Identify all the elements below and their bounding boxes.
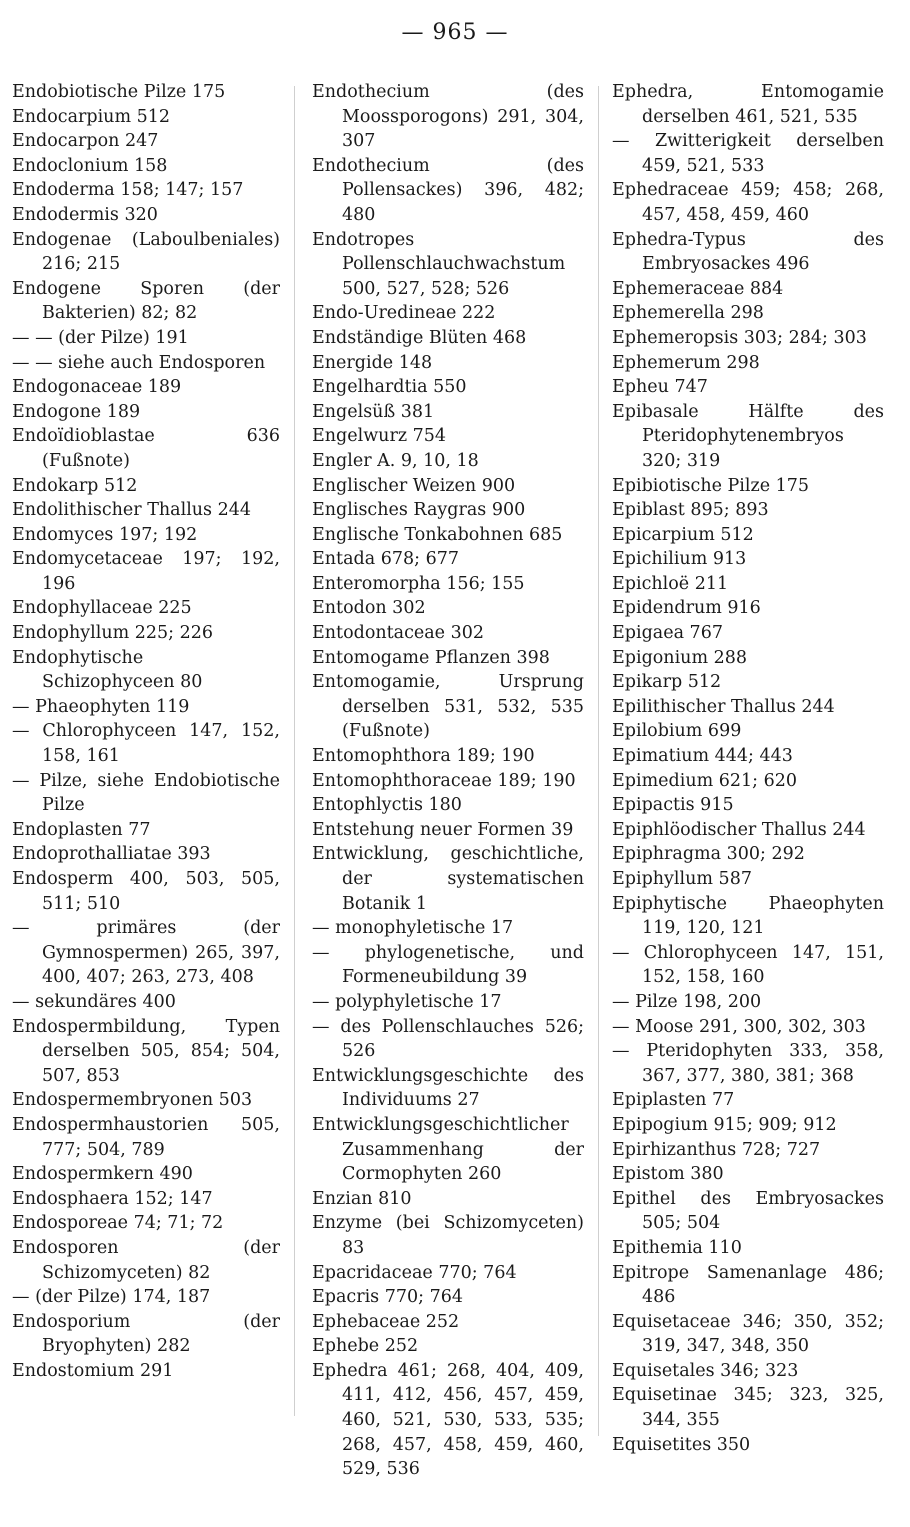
index-entry: Endokarp 512 <box>12 475 138 496</box>
index-entry: Endständige Blüten 468 <box>312 327 527 348</box>
index-column-1 <box>12 80 280 1383</box>
index-entry: Endostomium 291 <box>12 1360 174 1381</box>
index-entry: — sekundäres 400 <box>12 991 176 1012</box>
index-entry: Endomyces 197; 192 <box>12 524 198 545</box>
index-entry: Entwicklungsgeschichtlicher Zusammenhang der Cormophyten 260 <box>312 1114 584 1185</box>
index-entry: Epibasale Hälfte des Pteridophytenembryos 320; 319 <box>612 401 884 471</box>
index-entry: Equisetales 346; 323 <box>612 1360 799 1381</box>
index-entry: Endophyllum 225; 226 <box>12 623 214 644</box>
index-entry: Ephedra 461; 268, 404, 409, 411, 412, 456, 457, 459, 460, 521, 530, 533, 535; 268, 457, 458, 459, 460, 529, 536 <box>312 1360 584 1480</box>
index-entry: Engelwurz 754 <box>312 426 447 447</box>
index-entry: Epigaea 767 <box>612 623 723 644</box>
index-entry: Epitrope Samenanlage 486; 486 <box>612 1262 884 1308</box>
index-entry: Endoclonium 158 <box>12 155 168 176</box>
index-entry: Entomophthora 189; 190 <box>312 746 535 767</box>
index-entry: Engler A. 9, 10, 18 <box>312 450 479 471</box>
index-entry: Endospermhaustorien 505, 777; 504, 789 <box>12 1114 280 1160</box>
index-entry: Enzyme (bei Schizomyceten) 83 <box>312 1213 584 1258</box>
index-entry: Epistom 380 <box>612 1164 724 1185</box>
index-entry: Epiplasten 77 <box>612 1090 735 1111</box>
index-entry: Epacris 770; 764 <box>312 1287 463 1308</box>
index-entry: Epilithischer Thallus 244 <box>612 696 835 717</box>
index-entry: — — (der Pilze) 191 <box>12 327 189 348</box>
index-entry: Endosphaera 152; 147 <box>12 1188 213 1209</box>
index-entry: Endodermis 320 <box>12 204 158 225</box>
index-entry: Endosporen (der Schizomyceten) 82 <box>12 1237 280 1283</box>
column-divider <box>598 86 599 1436</box>
index-entry: Entstehung neuer Formen 39 <box>312 819 574 840</box>
index-entry: Ephedra-Typus des Embryosackes 496 <box>612 229 884 275</box>
index-entry: Englische Tonkabohnen 685 <box>312 524 563 545</box>
column-divider <box>294 86 295 1416</box>
index-entry: Entodon 302 <box>312 598 426 619</box>
index-entry: Epilobium 699 <box>612 721 742 742</box>
index-entry: Ephebaceae 252 <box>312 1311 460 1332</box>
index-entry: Endobiotische Pilze 175 <box>12 82 226 102</box>
index-entry: Endospermbildung, Typen derselben 505, 854; 504, 507, 853 <box>12 1016 280 1086</box>
index-entry: — Chlorophyceen 147, 151, 152, 158, 160 <box>612 942 884 988</box>
index-entry: Endospermkern 490 <box>12 1164 193 1185</box>
index-entry: Ephemerum 298 <box>612 352 760 373</box>
index-entry: Enteromorpha 156; 155 <box>312 573 525 594</box>
index-entry: Equisetites 350 <box>612 1434 751 1455</box>
index-entry: Epichloë 211 <box>612 573 729 594</box>
index-entry: Endosperm 400, 503, 505, 511; 510 <box>12 869 280 914</box>
index-entry: Epacridaceae 770; 764 <box>312 1262 517 1283</box>
index-entry: Endotropes Pollenschlauchwachstum 500, 527, 528; 526 <box>312 229 566 299</box>
index-entry: Endoprothalliatae 393 <box>12 844 211 865</box>
index-entry: — Zwitterigkeit derselben 459, 521, 533 <box>612 131 884 176</box>
index-entry: Endospermembryonen 503 <box>12 1090 253 1111</box>
index-entry: — des Pollenschlauches 526; 526 <box>312 1016 584 1062</box>
index-entry: Endophytische Schizophyceen 80 <box>12 647 203 693</box>
index-entry: Epithel des Embryosackes 505; 504 <box>612 1188 884 1234</box>
index-entry: Epithemia 110 <box>612 1237 742 1258</box>
index-entry: Endocarpium 512 <box>12 106 171 127</box>
index-entry: — Chlorophyceen 147, 152, 158, 161 <box>12 721 280 767</box>
index-entry: Entomogamie, Ursprung derselben 531, 532, 535 (Fußnote) <box>312 672 584 742</box>
index-entry: Entwicklungsgeschichte des Individuums 27 <box>312 1065 584 1111</box>
index-entry: — Moose 291, 300, 302, 303 <box>612 1016 866 1037</box>
index-entry: Epidendrum 916 <box>612 598 761 619</box>
index-entry: Epipactis 915 <box>612 795 734 816</box>
index-entry: Ephebe 252 <box>312 1336 419 1357</box>
index-entry: Epiblast 895; 893 <box>612 500 769 521</box>
page-number: — 965 — <box>401 20 509 45</box>
index-entry: Endosporium (der Bryophyten) 282 <box>12 1311 280 1357</box>
index-entry: Entomophthoraceae 189; 190 <box>312 770 576 791</box>
index-entry: — polyphyletische 17 <box>312 991 502 1012</box>
index-entry: Epimedium 621; 620 <box>612 770 798 791</box>
index-entry: Endogene Sporen (der Bakterien) 82; 82 <box>12 278 280 324</box>
index-entry: Epibiotische Pilze 175 <box>612 475 810 496</box>
index-entry: Endothecium (des Moossporogons) 291, 304, 307 <box>312 82 584 152</box>
index-entry: Entomogame Pflanzen 398 <box>312 647 550 668</box>
index-entry: Endoïdioblastae 636 (Fußnote) <box>12 426 280 471</box>
index-entry: Epipogium 915; 909; 912 <box>612 1114 837 1135</box>
index-entry: Endocarpon 247 <box>12 131 159 152</box>
index-entry: Equisetinae 345; 323, 325, 344, 355 <box>612 1385 884 1431</box>
index-entry: Ephemerella 298 <box>612 303 764 324</box>
index-entry: Endoderma 158; 147; 157 <box>12 180 244 201</box>
index-entry: — Pteridophyten 333, 358, 367, 377, 380, 381; 368 <box>612 1041 884 1086</box>
index-entry: Endosporeae 74; 71; 72 <box>12 1213 224 1234</box>
index-entry: Engelhardtia 550 <box>312 377 467 398</box>
index-entry: Endolithischer Thallus 244 <box>12 500 252 521</box>
index-entry: Endogone 189 <box>12 401 141 422</box>
index-entry: Endogonaceae 189 <box>12 377 182 398</box>
index-entry: Ephedraceae 459; 458; 268, 457, 458, 459, 460 <box>612 180 884 225</box>
index-entry: Endo-Uredineae 222 <box>312 303 496 324</box>
index-entry: Epiphytische Phaeophyten 119, 120, 121 <box>612 893 884 939</box>
index-entry: Energide 148 <box>312 352 433 373</box>
index-entry: Epiphyllum 587 <box>612 869 752 889</box>
index-entry: — primäres (der Gymnospermen) 265, 397, 400, 407; 263, 273, 408 <box>12 918 280 988</box>
index-entry: Enzian 810 <box>312 1188 412 1209</box>
index-entry: Entophlyctis 180 <box>312 795 462 816</box>
index-entry: Epheu 747 <box>612 377 708 398</box>
index-entry: Englisches Raygras 900 <box>312 500 526 521</box>
index-entry: Epichilium 913 <box>612 549 747 570</box>
index-entry: — phylogenetische, und Formeneubildung 39 <box>312 942 584 988</box>
index-column-3 <box>612 80 884 1457</box>
index-entry: Endogenae (Laboulbeniales) 216; 215 <box>12 229 280 275</box>
index-entry: Epiphlöodischer Thallus 244 <box>612 819 866 840</box>
index-entry: Epimatium 444; 443 <box>612 746 793 767</box>
index-entry: Epirhizanthus 728; 727 <box>612 1139 821 1160</box>
index-entry: — Phaeophyten 119 <box>12 696 190 717</box>
index-entry: Endoplasten 77 <box>12 819 151 840</box>
index-entry: Entodontaceae 302 <box>312 623 485 644</box>
index-entry: Ephemeropsis 303; 284; 303 <box>612 327 867 348</box>
index-entry: — Pilze, siehe Endobiotische Pilze <box>12 770 280 816</box>
index-entry: Endomycetaceae 197; 192, 196 <box>12 549 280 594</box>
index-entry: Englischer Weizen 900 <box>312 475 516 496</box>
index-entry: — Pilze 198, 200 <box>612 991 762 1012</box>
index-entry: Ephedra, Entomogamie derselben 461, 521, 535 <box>612 82 884 127</box>
index-entry: Ephemeraceae 884 <box>612 278 784 299</box>
index-entry: Endothecium (des Pollensackes) 396, 482; 480 <box>312 155 584 225</box>
index-entry: Entwicklung, geschichtliche, der systematischen Botanik 1 <box>312 844 584 914</box>
index-entry: Endophyllaceae 225 <box>12 598 192 619</box>
index-entry: Epiphragma 300; 292 <box>612 844 805 865</box>
index-entry: Entada 678; 677 <box>312 549 459 570</box>
index-entry: Epikarp 512 <box>612 672 722 693</box>
index-entry: Epicarpium 512 <box>612 524 754 545</box>
index-entry: — (der Pilze) 174, 187 <box>12 1287 211 1308</box>
index-entry: — monophyletische 17 <box>312 918 514 939</box>
index-entry: — — siehe auch Endosporen <box>12 352 266 373</box>
index-entry: Equisetaceae 346; 350, 352; 319, 347, 348, 350 <box>612 1311 884 1357</box>
index-entry: Epigonium 288 <box>612 647 748 668</box>
index-column-2 <box>312 80 584 1482</box>
index-entry: Engelsüß 381 <box>312 401 435 422</box>
